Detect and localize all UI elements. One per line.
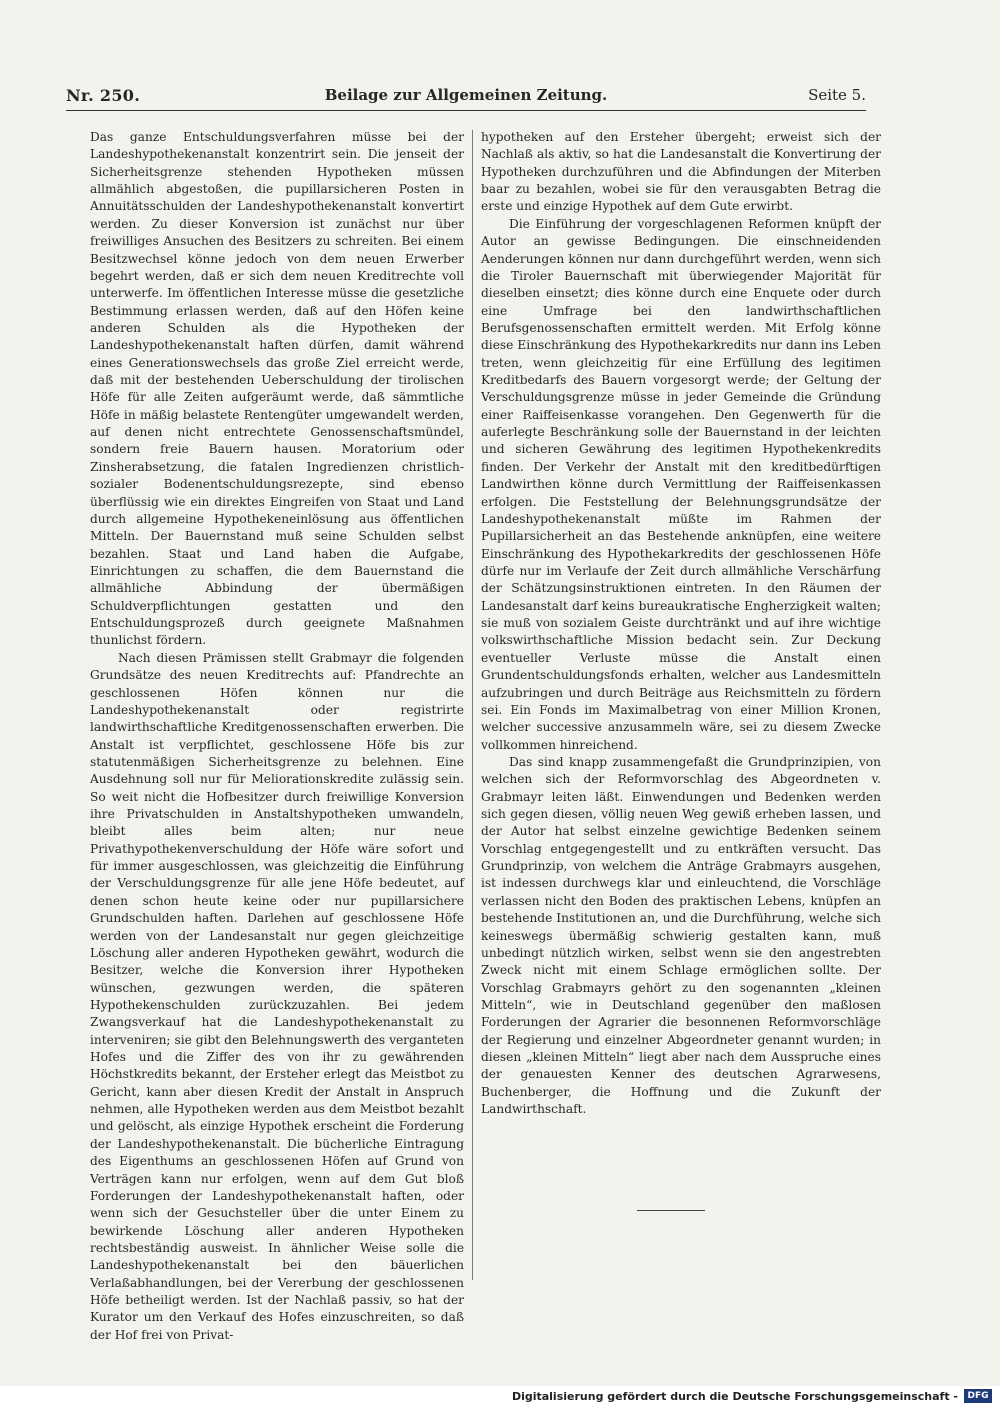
page-header [66,86,866,110]
right-paragraph-2: Die Einführung der vorgeschlagenen Reformen knüpft der Autor an gewisse Bedingungen. Die einschneidenden Aenderungen können nur dann durchgeführt werden, wenn sich die Tiroler Bauernschaft mit überwiegender Majorität für dieselben einsetzt; dies könne durch eine Enquete oder durch eine Umfrage bei den landwirthschaftlichen Berufsgenossenschaften ermittelt werden. Mit Erfolg könne diese Einschränkung des Hypothekarkredits nur dann ins Leben treten, wenn gleichzeitig für eine Erfüllung des legitimen Kreditbedarfs des Bauern vorgesorgt werde; der Geltung der Verschuldungsgrenze müsse in jeder Gemeinde die Gründung einer Raiffeisenkasse vorangehen. Den Gegenwerth für die auferlegte Beschränkung solle der Bauernstand in der leichten und sicheren Gewährung des legitimen Hypothekenkredits finden. Der Verkehr der Anstalt mit den kreditbedürftigen Landwirthen könne durch Vermittlung der Raiffeisenkassen erfolgen. Die Feststellung der Belehnungsgrundsätze der Landeshypothekenanstalt müßte im Rahmen der Pupillarsicherheit an das Bestehende anknüpfen, eine weitere Einschränkung des Hypothekarkredits der geschlossenen Höfe dürfe nur im Verlaufe der Zeit durch allmähliche Verschärfung der Schätzungsinstruktionen eintreten. In den Räumen der Landesanstalt darf keins bureaukratische Engherzigkeit walten; sie muß von sozialem Geiste durchtränkt und auf ihre wichtige volkswirthschaftliche Mission bedacht sein. Zur Deckung eventueller Verluste müsse die Anstalt einen Grundentschuldungsfonds erhalten, welcher aus Landesmitteln aufzubringen und durch Beiträge aus Reichsmitteln zu fördern sei. Ein Fonds im Maximalbetrag von einer Million Kronen, welcher successive anzusammeln wäre, sei zu diesem Zwecke vollkommen hinreichend. [481,216,881,752]
publication-title: Beilage zur Allgemeinen Zeitung. [324,86,608,104]
funding-notice: Digitalisierung gefördert durch die Deutsche Forschungsgemeinschaft - [511,1390,958,1403]
issue-number: Nr. 250. [66,86,141,105]
right-column [481,129,881,1118]
header-rule [66,110,866,111]
left-column [90,129,464,1344]
right-paragraph-3: Das sind knapp zusammengefaßt die Grundprinzipien, von welchen sich der Reformvorschlag des Abgeordneten v. Grabmayr leiten läßt. Einwendungen und Bedenken werden sich gegen diesen, völlig neuen Weg gewiß erheben lassen, und der Autor hat selbst einzelne gewichtige Bedenken seinem Vorschlag entgegengestellt und zu entkräften versucht. Das Grundprinzip, von welchem die Anträge Grabmayrs ausgehen, ist indessen durchwegs klar und einleuchtend, die Vorschläge verlassen nicht den Boden des praktischen Lebens, knüpfen an bestehende Institutionen an, und die Durchführung, welche sich keineswegs übermäßig schwierig gestalten kann, muß unbedingt nützlich wirken, selbst wenn sie den angestrebten Zweck nicht mit einem Schlage ermöglichen sollte. Der Vorschlag Grabmayrs gehört zu den sogenannten „kleinen Mitteln“, wie in Deutschland gegenüber den maßlosen Forderungen der Agrarier die besonnenen Reformvorschläge der Regierung und einzelner Abgeordneter genannt wurden; in diesen „kleinen Mitteln“ liegt aber nach dem Ausspruche eines der genauesten Kenner des deutschen Agrarwesens, Buchenberger, die Hoffnung und die Zukunft der Landwirthschaft. [481,754,881,1117]
left-paragraph-2: Nach diesen Prämissen stellt Grabmayr die folgenden Grundsätze des neuen Kreditrechts auf: Pfandrechte an geschlossenen Höfen können nur die Landeshypothekenanstalt oder registrirte landwirthschaftliche Kreditgenossenschaften erwerben. Die Anstalt ist verpflichtet, geschlossene Höfe bis zur statutenmäßigen Sicherheitsgrenze zu belehnen. Eine Ausdehnung soll nur für Meliorationskredite zulässig sein. So weit nicht die Hofbesitzer durch freiwillige Konversion ihre Privatschulden in Anstaltshypotheken umwandeln, bleibt alles beim alten; nur neue Privathypothekenverschuldung der Höfe wäre sofort und für immer ausgeschlossen, was gleichzeitig die Einführung der Verschuldungsgrenze für alle jene Höfe bedeutet, auf denen schon heute keine oder nur pupillarsichere Grundschulden haften. Darlehen auf geschlossene Höfe werden von der Landesanstalt nur gegen gleichzeitige Löschung aller anderen Hypotheken gewährt, wodurch die Besitzer, welche die Konversion ihrer Hypotheken wünschen, gezwungen werden, die späteren Hypothekenschulden zurückzuzahlen. Bei jedem Zwangsverkauf hat die Landeshypothekenanstalt zu interveniren; sie gibt den Belehnungswerth des verganteten Hofes und die Ziffer des von ihr zu gewährenden Höchstkredits bekannt, der Ersteher erlegt das Meistbot zu Gericht, kann aber diesen Kredit der Anstalt in Anspruch nehmen, alle Hypotheken werden aus dem Meistbot bezahlt und gelöscht, als einzige Hypothek erscheint die Forderung der Landeshypothekenanstalt. Die bücherliche Eintragung des Eigenthums an geschlossenen Höfen auf Grund von Verträgen kann nur erfolgen, wenn auf dem Gut bloß Forderungen der Landeshypothekenanstalt haften, oder wenn sich der Gesuchsteller über die unter Einem zu bewirkende Löschung aller anderen Hypotheken rechtsbeständig ausweist. In ähnlicher Weise solle die Landeshypothekenanstalt bei den bäuerlichen Verlaßabhandlungen, bei der Vererbung der geschlossenen Höfe betheiligt werden. Ist der Nachlaß passiv, so hat der Kurator um den Verkauf des Hofes einzuschreiten, so daß der Hof frei von Privat- [90,650,464,1342]
page-number: Seite 5. [808,86,866,104]
dfg-logo: DFG [964,1389,992,1403]
right-paragraph-1: hypotheken auf den Ersteher übergeht; erweist sich der Nachlaß als aktiv, so hat die Landesanstalt die Konvertirung der Hypotheken durchzuführen und die Abfindungen der Miterben baar zu bezahlen, wobei sie für den verausgabten Betrag die erste und einzige Hypothek auf dem Gute erwirbt. [481,130,881,214]
column-divider [472,130,473,1280]
left-paragraph-1: Das ganze Entschuldungsverfahren müsse bei der Landeshypothekenanstalt konzentrirt sein. Die jenseit der Sicherheitsgrenze stehenden Hypotheken müssen allmählich abgestoßen, die pupillarsicheren Posten in Annuitätsschulden der Landeshypothekenanstalt konvertirt werden. Zu dieser Konversion ist zunächst nur über freiwilliges Ansuchen des Besitzers zu schreiten. Bei einem Besitzwechsel könne jedoch von dem neuen Erwerber begehrt werden, daß er sich dem neuen Kreditrechte voll unterwerfe. Im öffentlichen Interesse müsse die gesetzliche Bestimmung erlassen werden, daß auf den Höfen keine anderen Schulden als die Hypotheken der Landeshypothekenanstalt haften dürfen, damit während eines Generationswechsels das große Ziel erreicht werde, daß mit der bestehenden Ueberschuldung der tirolischen Höfe für alle Zeiten aufgeräumt werde, daß sämmtliche Höfe in mäßig belastete Rentengüter umgewandelt werden, auf denen nicht entrechtete Genossenschaftsmündel, sondern freie Bauern hausen. Moratorium oder Zinsherabsetzung, die fatalen Ingredienzen christlich-sozialer Bodenentschuldungsrezepte, sind ebenso überflüssig wie ein direktes Eingreifen von Staat und Land durch allgemeine Hypothekeneinlösung aus öffentlichen Mitteln. Der Bauernstand muß seine Schulden selbst bezahlen. Staat und Land haben die Aufgabe, Einrichtungen zu schaffen, die dem Bauernstand die allmähliche Abbindung der übermäßigen Schuldverpflichtungen gestatten und den Entschuldungsprozeß durch geeignete Maßnahmen thunlichst fördern. [90,130,464,648]
article-end-rule [637,1210,705,1211]
